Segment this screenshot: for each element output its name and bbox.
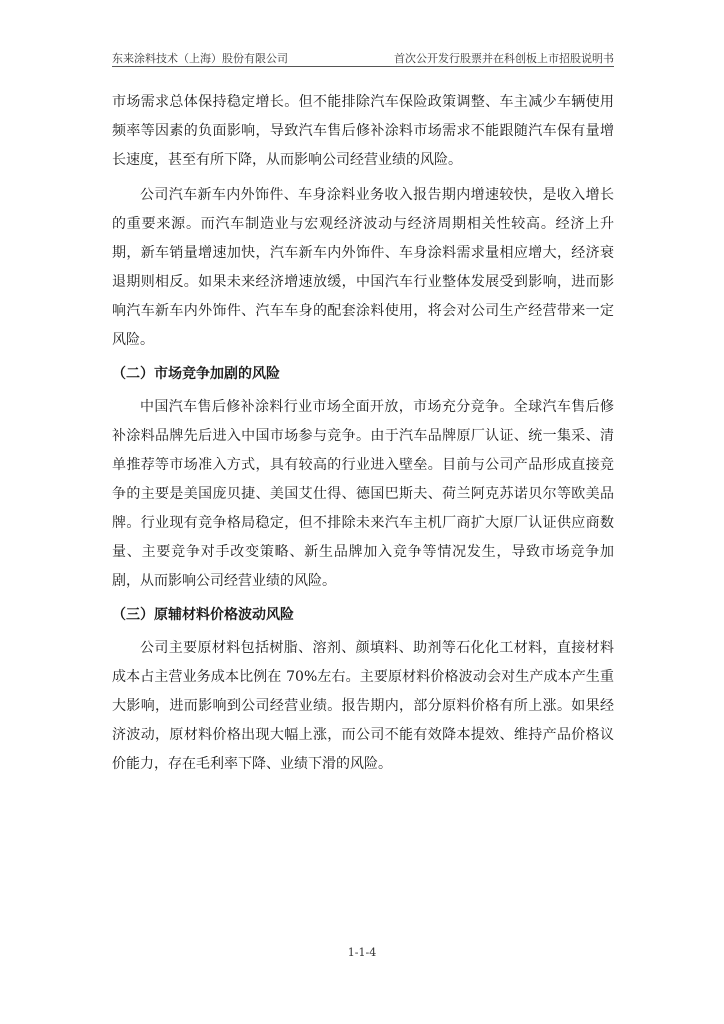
- company-name: 东来涂料技术（上海）股份有限公司: [112, 52, 288, 65]
- page-body: [112, 88, 614, 785]
- document-title: 首次公开发行股票并在科创板上市招股说明书: [394, 52, 614, 65]
- paragraph: 市场需求总体保持稳定增长。但不能排除汽车保险政策调整、车主减少车辆使用频率等因素的负面影响，导致汽车售后修补涂料市场需求不能跟随汽车保有量增长速度，甚至有所下降，从而影响公司经营业绩的风险。: [112, 94, 614, 168]
- page-number: 1-1-4: [347, 946, 377, 959]
- paragraph: 公司汽车新车内外饰件、车身涂料业务收入报告期内增速较快，是收入增长的重要来源。而汽车制造业与宏观经济波动与经济周期相关性较高。经济上升期，新车销量增速加快，汽车新车内外饰件、车身涂料需求量相应增大，经济衰退期则相反。如果未来经济增速放缓，中国汽车行业整体发展受到影响，进而影响汽车新车内外饰件、汽车车身的配套涂料使用，将会对公司生产经营带来一定风险。: [112, 187, 614, 348]
- paragraph: 中国汽车售后修补涂料行业市场全面开放，市场充分竞争。全球汽车售后修补涂料品牌先后进入中国市场参与竞争。由于汽车品牌原厂认证、统一集采、清单推荐等市场准入方式，具有较高的行业进入壁垒。目前与公司产品形成直接竞争的主要是美国庞贝捷、美国艾仕得、德国巴斯夫、荷兰阿克苏诺贝尔等欧美品牌。行业现有竞争格局稳定，但不排除未来汽车主机厂商扩大原厂认证供应商数量、主要竞争对手改变策略、新生品牌加入竞争等情况发生，导致市场竞争加剧，从而影响公司经营业绩的风险。: [112, 399, 614, 589]
- section-heading: （二）市场竞争加剧的风险: [112, 366, 280, 382]
- page-header: [112, 50, 614, 67]
- paragraph: 公司主要原材料包括树脂、溶剂、颜填料、助剂等石化化工材料，直接材料成本占主营业务成本比例在 70%左右。主要原材料价格波动会对生产成本产生重大影响，进而影响到公司经营业绩。报告期内，部分原料价格有所上涨。如果经济波动，原材料价格出现大幅上涨，而公司不能有效降本提效、维持产品价格议价能力，存在毛利率下降、业绩下滑的风险。: [112, 640, 614, 772]
- section-heading: （三）原辅材料价格波动风险: [112, 607, 294, 623]
